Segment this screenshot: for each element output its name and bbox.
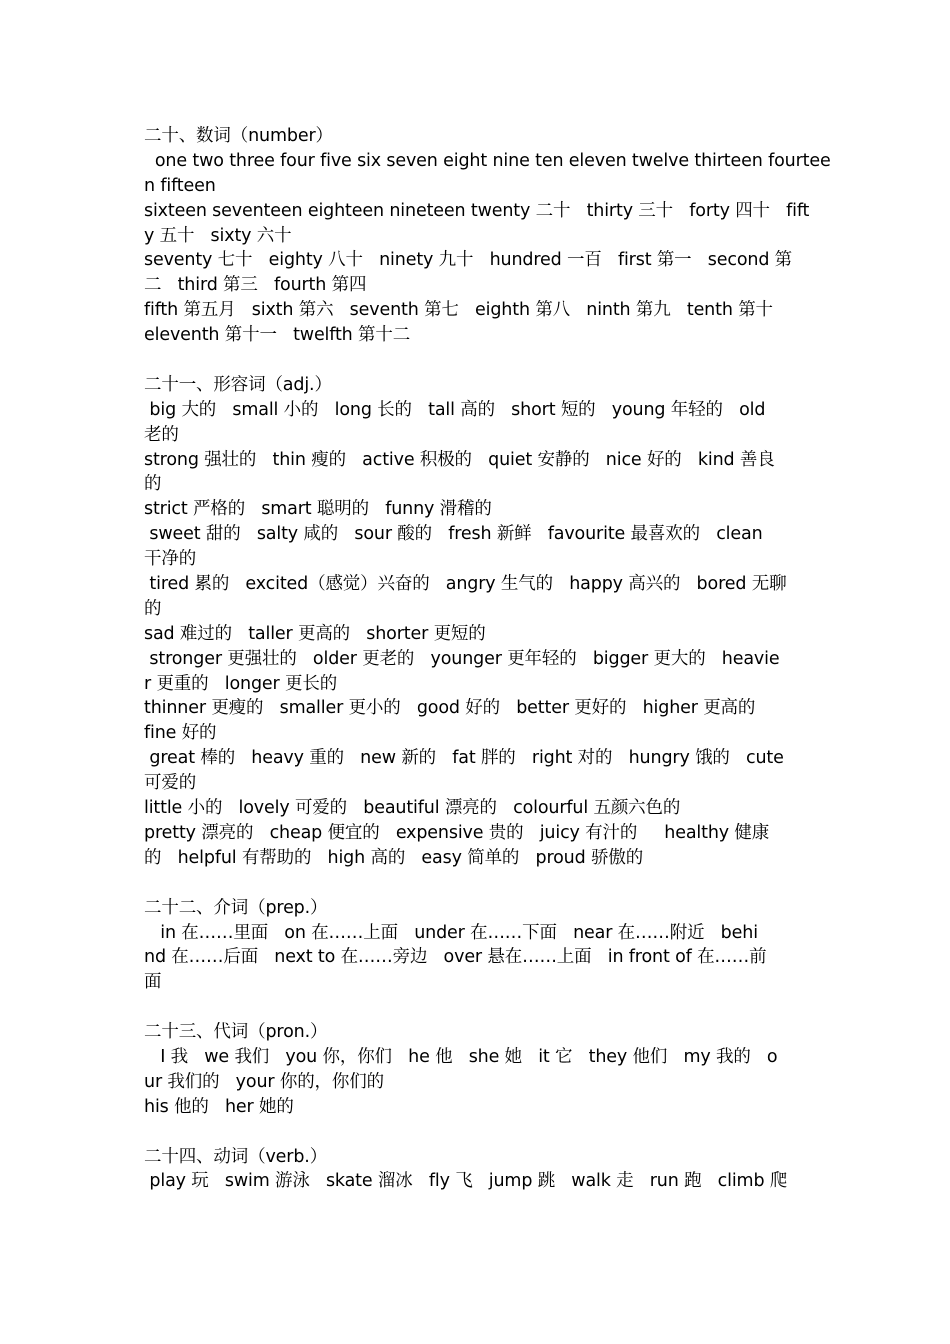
- document-page: [144, 124, 831, 1194]
- text-line: sweet 甜的 salty 咸的 sour 酸的 fresh 新鲜 favourite 最喜欢的 clean: [144, 524, 763, 545]
- section-heading: 二十四、动词（verb.）: [144, 1146, 328, 1167]
- text-line: his 他的 her 她的: [144, 1096, 294, 1117]
- text-line: stronger 更强壮的 older 更老的 younger 更年轻的 bigger 更大的 heavie: [144, 648, 780, 669]
- section-verbs: [144, 1145, 814, 1195]
- text-line: r 更重的 longer 更长的: [144, 673, 338, 694]
- text-line: seventy 七十 eighty 八十 ninety 九十 hundred 一百 first 第一 second 第: [144, 250, 793, 271]
- section-heading: 二十三、代词（pron.）: [144, 1022, 328, 1043]
- text-line: 面: [144, 972, 162, 993]
- text-line: ur 我们的 your 你的，你们的: [144, 1071, 384, 1092]
- section-heading: 二十一、形容词（adj.）: [144, 374, 332, 395]
- text-line: 的 helpful 有帮助的 high 高的 easy 简单的 proud 骄傲的: [144, 847, 644, 868]
- text-line: big 大的 small 小的 long 长的 tall 高的 short 短的 young 年轻的 old: [144, 399, 766, 420]
- section-heading: 二十二、介词（prep.）: [144, 897, 328, 918]
- text-line: y 五十 sixty 六十: [144, 225, 292, 246]
- text-line: strict 严格的 smart 聪明的 funny 滑稽的: [144, 499, 492, 520]
- text-line: eleventh 第十一 twelfth 第十二: [144, 325, 411, 346]
- text-line: 干净的: [144, 549, 197, 570]
- text-line: fifth 第五月 sixth 第六 seventh 第七 eighth 第八 ninth 第九 tenth 第十: [144, 300, 773, 321]
- text-line: little 小的 lovely 可爱的 beautiful 漂亮的 colourful 五颜六色的: [144, 798, 681, 819]
- section-adjectives: [144, 373, 814, 871]
- text-line: n fifteen: [144, 175, 216, 196]
- text-line: 的: [144, 598, 162, 619]
- text-line: one two three four five six seven eight nine ten eleven twelve thirteen fourtee: [144, 150, 831, 171]
- section-heading: 二十、数词（number）: [144, 126, 333, 146]
- text-line: strong 强壮的 thin 瘦的 active 积极的 quiet 安静的 nice 好的 kind 善良: [144, 449, 775, 470]
- text-line: sad 难过的 taller 更高的 shorter 更短的: [144, 623, 486, 644]
- text-line: I 我 we 我们 you 你，你们 he 他 she 她 it 它 they 他们 my 我的 o: [144, 1046, 778, 1067]
- text-line: 老的: [144, 424, 179, 445]
- text-line: sixteen seventeen eighteen nineteen twenty 二十 thirty 三十 forty 四十 fift: [144, 200, 810, 221]
- section-prepositions: [144, 896, 814, 996]
- section-numerals: [144, 124, 831, 348]
- blank-line: [144, 1120, 814, 1145]
- text-line: 的: [144, 474, 162, 495]
- text-line: in 在……里面 on 在……上面 under 在……下面 near 在……附近 behi: [144, 922, 758, 943]
- blank-line: [144, 348, 814, 373]
- text-line: 二 third 第三 fourth 第四: [144, 275, 367, 296]
- text-line: fine 好的: [144, 723, 217, 744]
- section-pronouns: [144, 1020, 814, 1120]
- blank-line: [144, 995, 814, 1020]
- blank-line: [144, 871, 814, 896]
- text-line: play 玩 swim 游泳 skate 溜冰 fly 飞 jump 跳 walk 走 run 跑 climb 爬: [144, 1171, 788, 1192]
- text-line: thinner 更瘦的 smaller 更小的 good 好的 better 更好的 higher 更高的: [144, 698, 756, 719]
- text-line: great 棒的 heavy 重的 new 新的 fat 胖的 right 对的 hungry 饿的 cute: [144, 748, 784, 769]
- text-line: 可爱的: [144, 773, 197, 794]
- text-line: pretty 漂亮的 cheap 便宜的 expensive 贵的 juicy 有汁的 healthy 健康: [144, 822, 770, 843]
- text-line: tired 累的 excited（感觉）兴奋的 angry 生气的 happy 高兴的 bored 无聊: [144, 574, 787, 595]
- text-line: nd 在……后面 next to 在……旁边 over 悬在……上面 in front of 在……前: [144, 947, 767, 968]
